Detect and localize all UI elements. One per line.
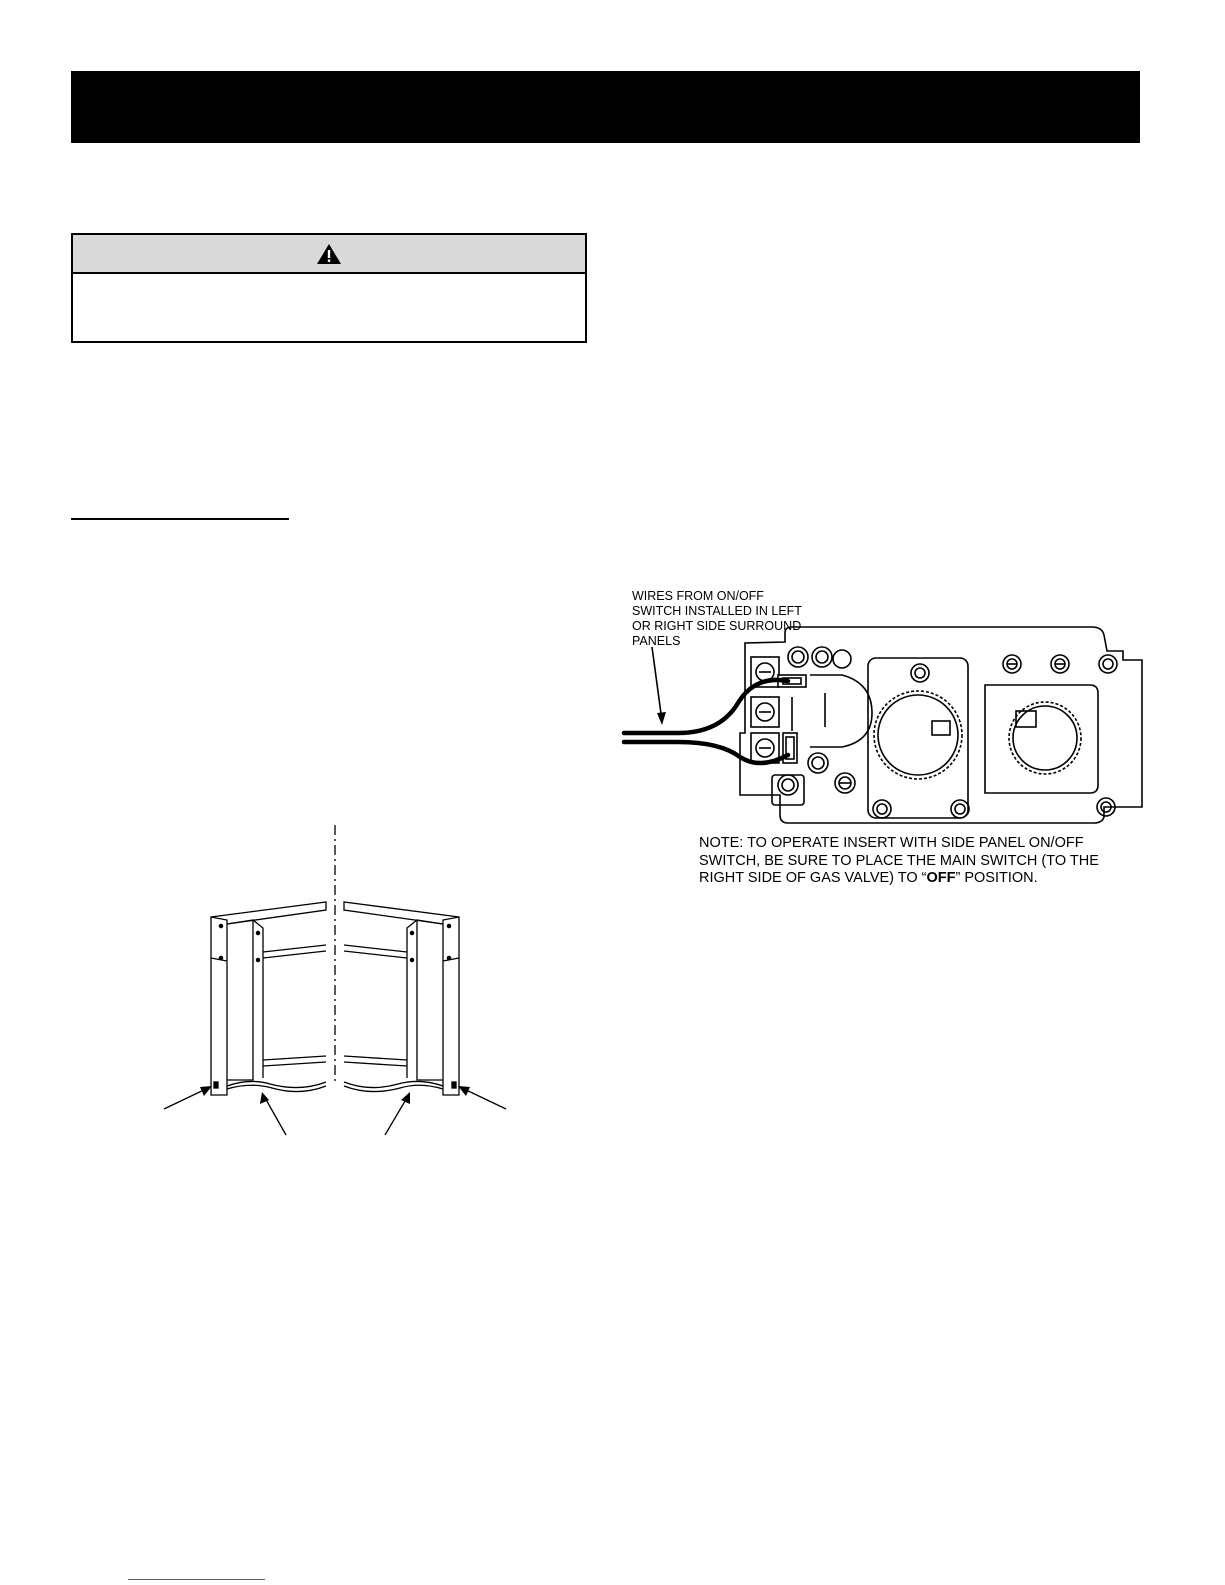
surround-panels-drawing <box>150 820 520 1145</box>
note-prefix: NOTE: TO OPERATE INSERT WITH SIDE PANEL ON/OFF SWITCH, BE SURE TO PLACE THE MAIN SWITCH (TO THE RIGHT SIDE OF GAS VALVE) TO “ <box>699 835 1099 886</box>
surround-panels-illustration <box>150 820 520 1145</box>
note-off-emphasis: OFF <box>926 870 956 886</box>
note-suffix: ” POSITION. <box>955 870 1038 886</box>
section-heading-underline <box>71 518 289 520</box>
warning-box <box>71 233 587 343</box>
header-bar <box>71 71 1140 143</box>
warning-header <box>73 235 585 274</box>
gas-valve-wiring-diagram <box>620 585 1150 915</box>
warning-triangle-icon <box>316 243 342 265</box>
wires-label: WIRES FROM ON/OFF SWITCH INSTALLED IN LEFT OR RIGHT SIDE SURROUND PANELS <box>632 589 802 648</box>
gas-valve-note <box>699 835 1139 888</box>
footer-link-underline[interactable] <box>128 1579 265 1580</box>
